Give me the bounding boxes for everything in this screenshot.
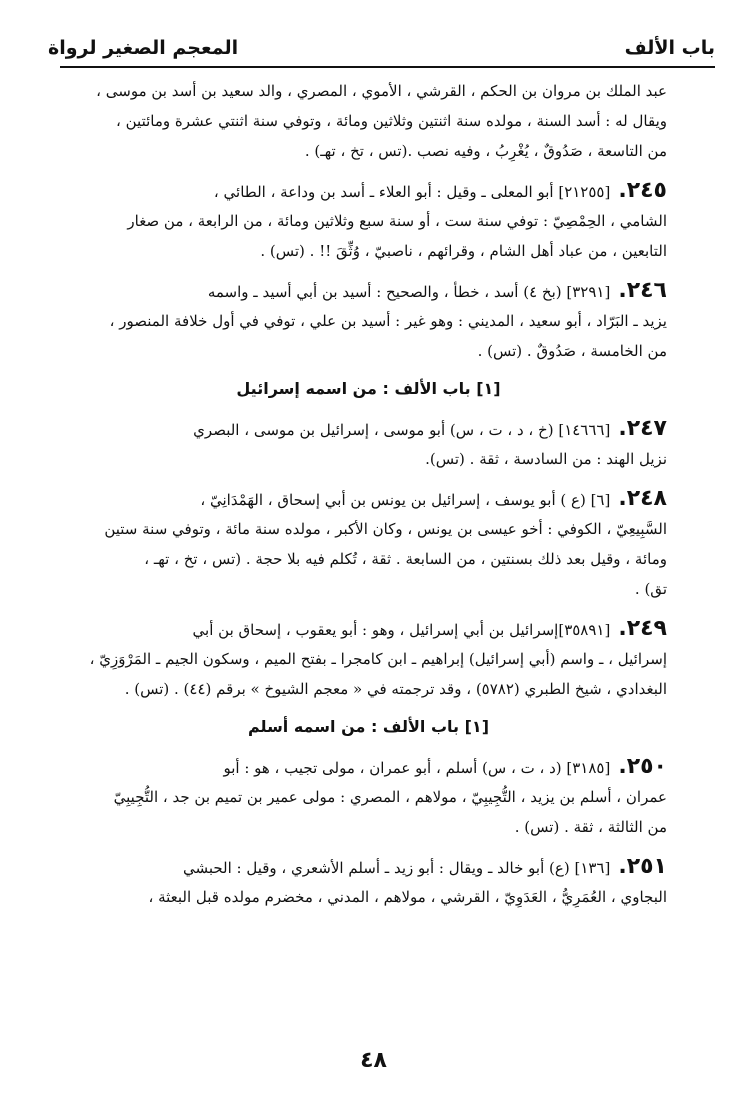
text-line: [١٣٦] (ع) أبو خالد ـ ويقال : أبو زيد ـ أسلم الأشعري ، وقيل : الحبشي <box>182 859 611 877</box>
text-line: إسرائيل ، ـ واسم (أبي إسرائيل) إبراهيم ـ ابن كامجرا ـ بفتح الميم ، وسكون الجيم ـ المَرْوَزِيّ ، <box>89 650 667 668</box>
text-line: ومائة ، وقيل بعد ذلك بسنتين ، من السابعة . ثقة ، تُكلم فيه بلا حجة . (تس ، تخ ، تهـ ، <box>144 550 667 568</box>
header-rule <box>60 66 715 68</box>
entry-250 <box>70 752 667 842</box>
text-line: [٦] (ع ) أبو يوسف ، إسرائيل بن يونس بن أبي إسحاق ، الهَمْدَانِيّ ، <box>200 491 611 509</box>
entry-number: ٢٤٩. <box>618 616 667 641</box>
entry-number: ٢٤٥. <box>618 178 667 203</box>
text-line: [١٤٦٦٦] (خ ، د ، ت ، س) أبو موسى ، إسرائيل بن موسى ، البصري <box>193 421 611 439</box>
text-line: [٢١٢٥٥] أبو المعلى ـ وقيل : أبو العلاء ـ أسد بن وداعة ، الطائي ، <box>213 183 611 201</box>
entry-247 <box>70 414 667 474</box>
text-line: تق) . <box>634 580 667 598</box>
text-line: الشامي ، الحِمْصِيّ : توفي سنة ست ، أو سنة سبع وثلاثين ومائة ، من الرابعة ، من صغار <box>127 212 667 230</box>
continuation-entry <box>70 76 667 166</box>
entry-246 <box>70 276 667 366</box>
text-line: التابعين ، من عباد أهل الشام ، وقرائهم ، ناصبيّ ، وُثِّقَ !! . (تس) . <box>260 242 667 260</box>
text-line: البغدادي ، شيخ الطبري (٥٧٨٢) ، وقد ترجمته في « معجم الشيوخ » برقم (٤٤) . (تس) . <box>124 680 667 698</box>
section-heading-israil: [١] باب الألف : من اسمه إسرائيل <box>236 379 501 398</box>
entry-245 <box>70 176 667 266</box>
running-header <box>48 30 715 66</box>
entry-number: ٢٤٧. <box>618 416 667 441</box>
entry-number: ٢٥١. <box>618 854 667 879</box>
text-line: [٣١٨٥] (د ، ت ، س) أسلم ، أبو عمران ، مولى تجيب ، هو : أبو <box>223 759 611 777</box>
text-line: من الثالثة ، ثقة . (تس) . <box>514 818 667 836</box>
entry-number: ٢٤٦. <box>618 278 667 303</box>
text-line: يزيد ـ البَرّاد ، أبو سعيد ، المديني : وهو غير : أسيد بن علي ، توفي في أول خلافة المنصور ، <box>109 312 667 330</box>
section-heading-aslam: [١] باب الألف : من اسمه أسلم <box>247 717 489 736</box>
text-line: من التاسعة ، صَدُوقٌ ، يُغْرِبُ ، وفيه نصب .(تس ، تخ ، تهـ) . <box>304 142 667 160</box>
text-line: من الخامسة ، صَدُوقٌ . (تس) . <box>477 342 667 360</box>
text-line: السَّبِيعِيّ ، الكوفي : أخو عيسى بن يونس ، وكان الأكبر ، مولده سنة مائة ، وتوفي سنة ستين <box>104 520 667 538</box>
entry-251 <box>70 852 667 912</box>
header-book-title: المعجم الصغير لرواة <box>48 37 239 59</box>
entry-249 <box>70 614 667 704</box>
text-line: [٣٢٩١] (بخ ٤) أسد ، خطأ ، والصحيح : أسيد بن أبي أسيد ـ واسمه <box>207 283 611 301</box>
text-line: عمران ، أسلم بن يزيد ، التُّجِيبِيّ ، مولاهم ، المصري : مولى عمير بن تميم بن جد ، التُّجِيبِيّ <box>113 788 667 806</box>
header-chapter-title: باب الألف <box>624 37 715 59</box>
page-body <box>70 76 667 912</box>
page-number: ٤٨ <box>360 1048 387 1073</box>
entry-248 <box>70 484 667 604</box>
text-line: [٣٥٨٩١]إسرائيل بن أبي إسرائيل ، وهو : أبو يعقوب ، إسحاق بن أبي <box>192 621 611 639</box>
text-line: البجاوي ، العُمَرِيُّ ، العَدَوِيّ ، القرشي ، مولاهم ، المدني ، مخضرم مولده قبل البعثة ، <box>148 888 667 906</box>
text-line: ويقال له : أسد السنة ، مولده سنة اثنتين وثلاثين ومائة ، وتوفي سنة اثنتي عشرة ومائتين ، <box>116 112 667 130</box>
entry-number: ٢٤٨. <box>618 486 667 511</box>
text-line: نزيل الهند : من السادسة ، ثقة . (تس). <box>425 450 667 468</box>
entry-number: ٢٥٠. <box>618 754 667 779</box>
text-line: عبد الملك بن مروان بن الحكم ، القرشي ، الأموي ، المصري ، والد سعيد بن أسد بن موسى ، <box>96 82 667 100</box>
